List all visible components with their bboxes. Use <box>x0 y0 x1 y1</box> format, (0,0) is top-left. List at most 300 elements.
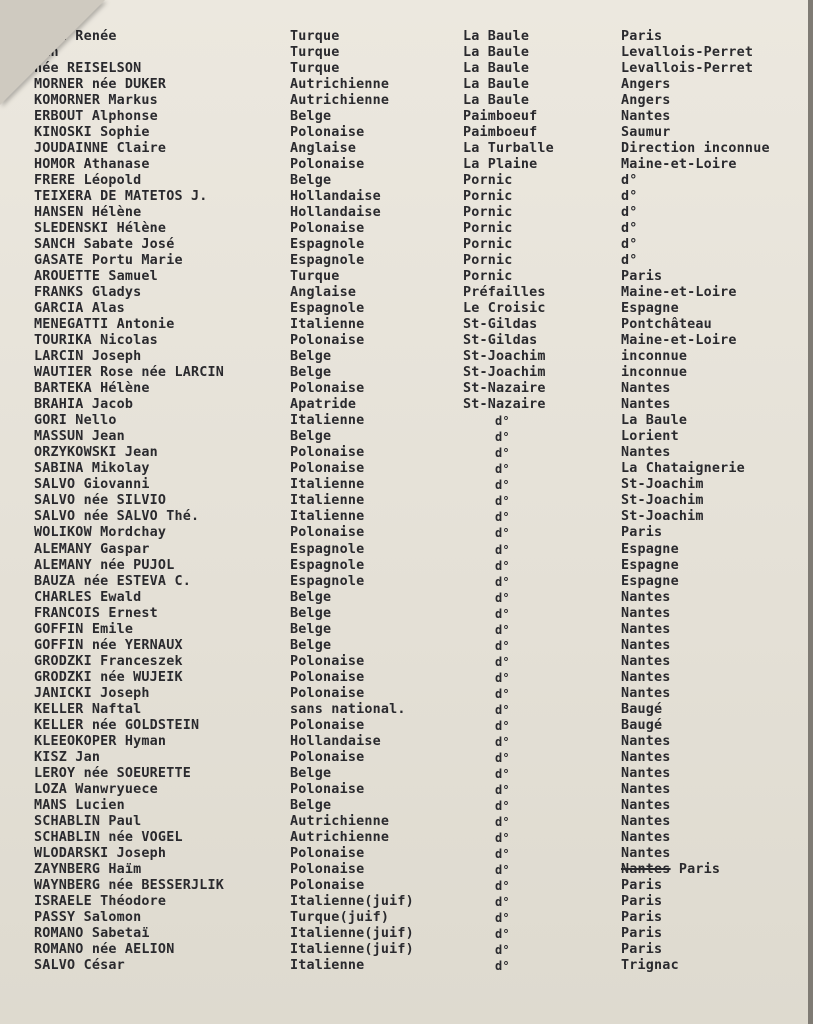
location: d° <box>495 702 510 717</box>
location: d° <box>495 910 510 925</box>
nationality: Turque <box>290 61 340 77</box>
person-name: GASATE Portu Marie <box>34 253 183 269</box>
nationality: Hollandaise <box>290 189 381 205</box>
list-row <box>0 509 808 525</box>
destination: Nantes <box>621 685 671 701</box>
nationality: Espagnole <box>290 557 365 573</box>
location: St-Joachim <box>463 349 546 365</box>
nationality: Belge <box>290 765 332 781</box>
list-row <box>0 205 808 221</box>
person-name: WLODARSKI Joseph <box>34 845 167 861</box>
destination: Paris <box>621 877 663 893</box>
person-name: SABINA Mikolay <box>34 461 150 477</box>
destination: La Chataignerie <box>621 461 745 477</box>
location: d° <box>495 926 510 941</box>
person-name: ROMANO née AELION <box>34 941 175 957</box>
destination: Direction inconnue <box>621 141 770 157</box>
list-row <box>0 734 808 750</box>
person-name: KOMORNER Markus <box>34 93 158 109</box>
destination: St-Joachim <box>621 477 704 493</box>
location: d° <box>495 814 510 829</box>
location: La Turballe <box>463 141 554 157</box>
list-row <box>0 846 808 862</box>
person-name: SALVO Giovanni <box>34 477 150 493</box>
person-name: SCHABLIN Paul <box>34 813 142 829</box>
list-row <box>0 77 808 93</box>
destination: Pontchâteau <box>621 317 712 333</box>
person-name: PASSY Salomon <box>34 909 142 925</box>
nationality: Polonaise <box>290 525 365 541</box>
list-row <box>0 333 808 349</box>
person-name: TOURIKA Nicolas <box>34 333 158 349</box>
list-row <box>0 445 808 461</box>
folded-corner <box>0 0 105 105</box>
person-name: KISZ Jan <box>34 749 101 765</box>
list-row <box>0 381 808 397</box>
nationality: Italienne <box>290 957 365 973</box>
nationality: Autrichienne <box>290 813 390 829</box>
nationality: Turque <box>290 269 340 285</box>
destination: d° <box>621 221 638 237</box>
person-name: ain <box>34 45 59 61</box>
nationality: Anglaise <box>290 141 357 157</box>
nationality: Belge <box>290 429 332 445</box>
nationality: Espagnole <box>290 573 365 589</box>
person-name: MORNER née DUKER <box>34 77 167 93</box>
location: St-Joachim <box>463 365 546 381</box>
nationality: Belge <box>290 173 332 189</box>
list-row <box>0 93 808 109</box>
destination: Baugé <box>621 701 663 717</box>
location: d° <box>495 830 510 845</box>
destination: Nantes <box>621 797 671 813</box>
list-row <box>0 173 808 189</box>
list-row <box>0 574 808 590</box>
nationality: Anglaise <box>290 285 357 301</box>
list-row <box>0 221 808 237</box>
page-edge <box>808 0 813 1024</box>
person-name: SALVO César <box>34 957 125 973</box>
location: d° <box>495 798 510 813</box>
nationality: Apatride <box>290 397 357 413</box>
destination: Nantes <box>621 781 671 797</box>
destination: Trignac <box>621 957 679 973</box>
destination: Nantes <box>621 813 671 829</box>
location: d° <box>495 414 510 429</box>
person-name: FRANCOIS Ernest <box>34 605 158 621</box>
list-row <box>0 189 808 205</box>
nationality: Polonaise <box>290 877 365 893</box>
destination: Lorient <box>621 429 679 445</box>
destination: Paris <box>621 29 663 44</box>
person-name: ZAYNBERG Haïm <box>34 861 142 877</box>
destination: Nantes <box>621 109 671 125</box>
person-name: SALVO née SALVO Thé. <box>34 509 200 525</box>
list-row <box>0 942 808 958</box>
nationality: Belge <box>290 109 332 125</box>
nationality: Polonaise <box>290 333 365 349</box>
list-row <box>0 365 808 381</box>
person-name: SANCH Sabate José <box>34 237 175 253</box>
location: d° <box>495 782 510 797</box>
list-row <box>0 702 808 718</box>
list-row <box>0 317 808 333</box>
person-name: KELLER née GOLDSTEIN <box>34 717 200 733</box>
location: d° <box>495 462 510 477</box>
person-name: JOUDAINNE Claire <box>34 141 167 157</box>
nationality: Belge <box>290 637 332 653</box>
nationality: Polonaise <box>290 861 365 877</box>
destination: Paris <box>621 269 663 285</box>
nationality: Autrichienne <box>290 829 390 845</box>
location: St-Gildas <box>463 333 538 349</box>
nationality: Italienne <box>290 317 365 333</box>
location: Préfailles <box>463 285 546 301</box>
list-row <box>0 493 808 509</box>
destination: Maine-et-Loire <box>621 157 737 173</box>
location: d° <box>495 862 510 877</box>
nationality: Italienne <box>290 509 365 525</box>
list-row <box>0 349 808 365</box>
list-row <box>0 958 808 974</box>
destination: Saumur <box>621 125 671 141</box>
nationality: Belge <box>290 621 332 637</box>
location: d° <box>495 606 510 621</box>
destination: Espagne <box>621 541 679 557</box>
location: La Plaine <box>463 157 538 173</box>
destination: La Baule <box>621 413 688 429</box>
nationality: sans national. <box>290 701 406 717</box>
nationality: Polonaise <box>290 685 365 701</box>
destination: Paris <box>621 893 663 909</box>
list-row <box>0 590 808 606</box>
list-row <box>0 125 808 141</box>
location: d° <box>495 750 510 765</box>
destination: Nantes <box>621 733 671 749</box>
list-row <box>0 718 808 734</box>
person-name: ISRAELE Théodore <box>34 893 167 909</box>
nationality: Espagnole <box>290 237 365 253</box>
nationality: Hollandaise <box>290 205 381 221</box>
nationality: Autrichienne <box>290 93 390 109</box>
destination: Nantes <box>621 845 671 861</box>
location: d° <box>495 558 510 573</box>
nationality: Italienne(juif) <box>290 893 414 909</box>
destination: Paris <box>621 525 663 541</box>
list-row <box>0 285 808 301</box>
person-name: OHEN Renée <box>34 29 117 44</box>
location: La Baule <box>463 61 530 77</box>
list-row <box>0 750 808 766</box>
destination: Nantes <box>621 765 671 781</box>
destination: d° <box>621 205 638 221</box>
list-row <box>0 141 808 157</box>
person-name: LEROY née SOEURETTE <box>34 765 191 781</box>
location: La Baule <box>463 77 530 93</box>
destination: Nantes <box>621 621 671 637</box>
location: d° <box>495 686 510 701</box>
nationality: Italienne(juif) <box>290 941 414 957</box>
location: Pornic <box>463 173 513 189</box>
destination-struck: Nantes <box>621 861 671 877</box>
location: d° <box>495 654 510 669</box>
nationality: Italienne(juif) <box>290 925 414 941</box>
destination: Levallois-Perret <box>621 61 754 77</box>
list-row <box>0 670 808 686</box>
person-name: ALEMANY née PUJOL <box>34 557 175 573</box>
list-row <box>0 413 808 429</box>
person-name: GOFFIN née YERNAUX <box>34 637 183 653</box>
list-row <box>0 45 808 61</box>
destination: Maine-et-Loire <box>621 285 737 301</box>
nationality: Espagnole <box>290 541 365 557</box>
person-name: BARTEKA Hélène <box>34 381 150 397</box>
nationality: Italienne <box>290 477 365 493</box>
location: Pornic <box>463 237 513 253</box>
destination: Nantes <box>621 653 671 669</box>
destination: Nantes <box>621 829 671 845</box>
location: Pornic <box>463 205 513 221</box>
destination: Maine-et-Loire <box>621 333 737 349</box>
location: Paimboeuf <box>463 109 538 125</box>
nationality: Belge <box>290 365 332 381</box>
list-row <box>0 558 808 574</box>
name-list <box>0 29 808 974</box>
list-row <box>0 477 808 493</box>
nationality: Turque(juif) <box>290 909 390 925</box>
person-name: WAUTIER Rose née LARCIN <box>34 365 225 381</box>
person-name: GRODZKI née WUJEIK <box>34 669 183 685</box>
list-row <box>0 654 808 670</box>
destination: Nantes <box>621 637 671 653</box>
destination: Angers <box>621 93 671 109</box>
list-row <box>0 686 808 702</box>
list-row <box>0 894 808 910</box>
destination: Angers <box>621 77 671 93</box>
nationality: Polonaise <box>290 781 365 797</box>
person-name: AROUETTE Samuel <box>34 269 158 285</box>
nationality: Turque <box>290 45 340 61</box>
person-name: LARCIN Joseph <box>34 349 142 365</box>
location: Pornic <box>463 189 513 205</box>
destination: Nantes <box>621 397 671 413</box>
list-row <box>0 109 808 125</box>
location: d° <box>495 510 510 525</box>
destination: Nantes <box>621 605 671 621</box>
nationality: Belge <box>290 797 332 813</box>
nationality: Polonaise <box>290 445 365 461</box>
location: Le Croisic <box>463 301 546 317</box>
list-row <box>0 61 808 77</box>
destination: Paris <box>621 941 663 957</box>
location: d° <box>495 590 510 605</box>
destination: Paris <box>621 909 663 925</box>
location: d° <box>495 542 510 557</box>
location: d° <box>495 622 510 637</box>
list-row <box>0 910 808 926</box>
nationality: Polonaise <box>290 653 365 669</box>
person-name: GARCIA Alas <box>34 301 125 317</box>
location: d° <box>495 958 510 973</box>
list-row <box>0 29 808 45</box>
nationality: Hollandaise <box>290 733 381 749</box>
list-row <box>0 237 808 253</box>
location: Pornic <box>463 253 513 269</box>
person-name: GRODZKI Franceszek <box>34 653 183 669</box>
nationality: Italienne <box>290 413 365 429</box>
nationality: Turque <box>290 29 340 44</box>
list-row <box>0 157 808 173</box>
nationality: Polonaise <box>290 125 365 141</box>
nationality: Polonaise <box>290 717 365 733</box>
nationality: Polonaise <box>290 845 365 861</box>
location: d° <box>495 942 510 957</box>
list-row <box>0 638 808 654</box>
nationality: Polonaise <box>290 381 365 397</box>
list-row <box>0 878 808 894</box>
list-row <box>0 301 808 317</box>
location: Pornic <box>463 269 513 285</box>
location: d° <box>495 430 510 445</box>
list-row <box>0 862 808 878</box>
destination: Nantes <box>621 749 671 765</box>
destination-correction: Paris <box>670 861 721 877</box>
list-row <box>0 525 808 541</box>
person-name: TEIXERA DE MATETOS J. <box>34 189 208 205</box>
person-name: MENEGATTI Antonie <box>34 317 175 333</box>
location: d° <box>495 446 510 461</box>
destination: Baugé <box>621 717 663 733</box>
destination: d° <box>621 173 638 189</box>
nationality: Polonaise <box>290 157 365 173</box>
location: d° <box>495 878 510 893</box>
destination: Nantes <box>621 445 671 461</box>
destination: Espagne <box>621 573 679 589</box>
destination: Levallois-Perret <box>621 45 754 61</box>
person-name: FRANKS Gladys <box>34 285 142 301</box>
list-row <box>0 461 808 477</box>
destination: Espagne <box>621 301 679 317</box>
person-name: KINOSKI Sophie <box>34 125 150 141</box>
person-name: KELLER Naftal <box>34 701 142 717</box>
person-name: ERBOUT Alphonse <box>34 109 158 125</box>
destination <box>621 862 720 878</box>
person-name: MASSUN Jean <box>34 429 125 445</box>
person-name: ALEMANY Gaspar <box>34 541 150 557</box>
nationality: Polonaise <box>290 221 365 237</box>
location: La Baule <box>463 93 530 109</box>
location: d° <box>495 766 510 781</box>
nationality: Espagnole <box>290 253 365 269</box>
person-name: WAYNBERG née BESSERJLIK <box>34 877 225 893</box>
destination: Nantes <box>621 669 671 685</box>
person-name: KLEEOKOPER Hyman <box>34 733 167 749</box>
person-name: HANSEN Hélène <box>34 205 142 221</box>
nationality: Belge <box>290 605 332 621</box>
list-row <box>0 542 808 558</box>
destination: inconnue <box>621 349 688 365</box>
location: d° <box>495 734 510 749</box>
location: d° <box>495 718 510 733</box>
destination: d° <box>621 189 638 205</box>
person-name: SCHABLIN née VOGEL <box>34 829 183 845</box>
person-name: SALVO née SILVIO <box>34 493 167 509</box>
location: Paimboeuf <box>463 125 538 141</box>
destination: St-Joachim <box>621 509 704 525</box>
list-row <box>0 397 808 413</box>
person-name: BRAHIA Jacob <box>34 397 134 413</box>
list-row <box>0 926 808 942</box>
nationality: Belge <box>290 589 332 605</box>
person-name: SLEDENSKI Hélène <box>34 221 167 237</box>
location: St-Gildas <box>463 317 538 333</box>
location: d° <box>495 638 510 653</box>
location: La Baule <box>463 45 530 61</box>
destination: St-Joachim <box>621 493 704 509</box>
destination: Nantes <box>621 381 671 397</box>
nationality: Polonaise <box>290 669 365 685</box>
person-name: née REISELSON <box>34 61 142 77</box>
person-name: WOLIKOW Mordchay <box>34 525 167 541</box>
location: Pornic <box>463 221 513 237</box>
list-row <box>0 782 808 798</box>
location: d° <box>495 574 510 589</box>
nationality: Belge <box>290 349 332 365</box>
person-name: BAUZA née ESTEVA C. <box>34 573 191 589</box>
destination: Nantes <box>621 589 671 605</box>
location: St-Nazaire <box>463 397 546 413</box>
location: d° <box>495 670 510 685</box>
nationality: Polonaise <box>290 749 365 765</box>
location: d° <box>495 894 510 909</box>
list-row <box>0 269 808 285</box>
destination: d° <box>621 237 638 253</box>
destination: Paris <box>621 925 663 941</box>
list-row <box>0 253 808 269</box>
list-row <box>0 622 808 638</box>
destination: inconnue <box>621 365 688 381</box>
person-name: MANS Lucien <box>34 797 125 813</box>
person-name: GORI Nello <box>34 413 117 429</box>
nationality: Espagnole <box>290 301 365 317</box>
location: d° <box>495 478 510 493</box>
person-name: LOZA Wanwryuece <box>34 781 158 797</box>
person-name: ROMANO Sabetaï <box>34 925 150 941</box>
person-name: FRERE Léopold <box>34 173 142 189</box>
destination: d° <box>621 253 638 269</box>
list-row <box>0 766 808 782</box>
list-row <box>0 798 808 814</box>
nationality: Polonaise <box>290 461 365 477</box>
nationality: Autrichienne <box>290 77 390 93</box>
person-name: JANICKI Joseph <box>34 685 150 701</box>
person-name: ORZYKOWSKI Jean <box>34 445 158 461</box>
nationality: Italienne <box>290 493 365 509</box>
location: La Baule <box>463 29 530 44</box>
person-name: HOMOR Athanase <box>34 157 150 173</box>
list-row <box>0 429 808 445</box>
location: d° <box>495 494 510 509</box>
person-name: CHARLES Ewald <box>34 589 142 605</box>
person-name: GOFFIN Emile <box>34 621 134 637</box>
list-row <box>0 830 808 846</box>
location: d° <box>495 846 510 861</box>
location: d° <box>495 526 510 541</box>
list-row <box>0 606 808 622</box>
destination: Espagne <box>621 557 679 573</box>
location: St-Nazaire <box>463 381 546 397</box>
list-row <box>0 814 808 830</box>
